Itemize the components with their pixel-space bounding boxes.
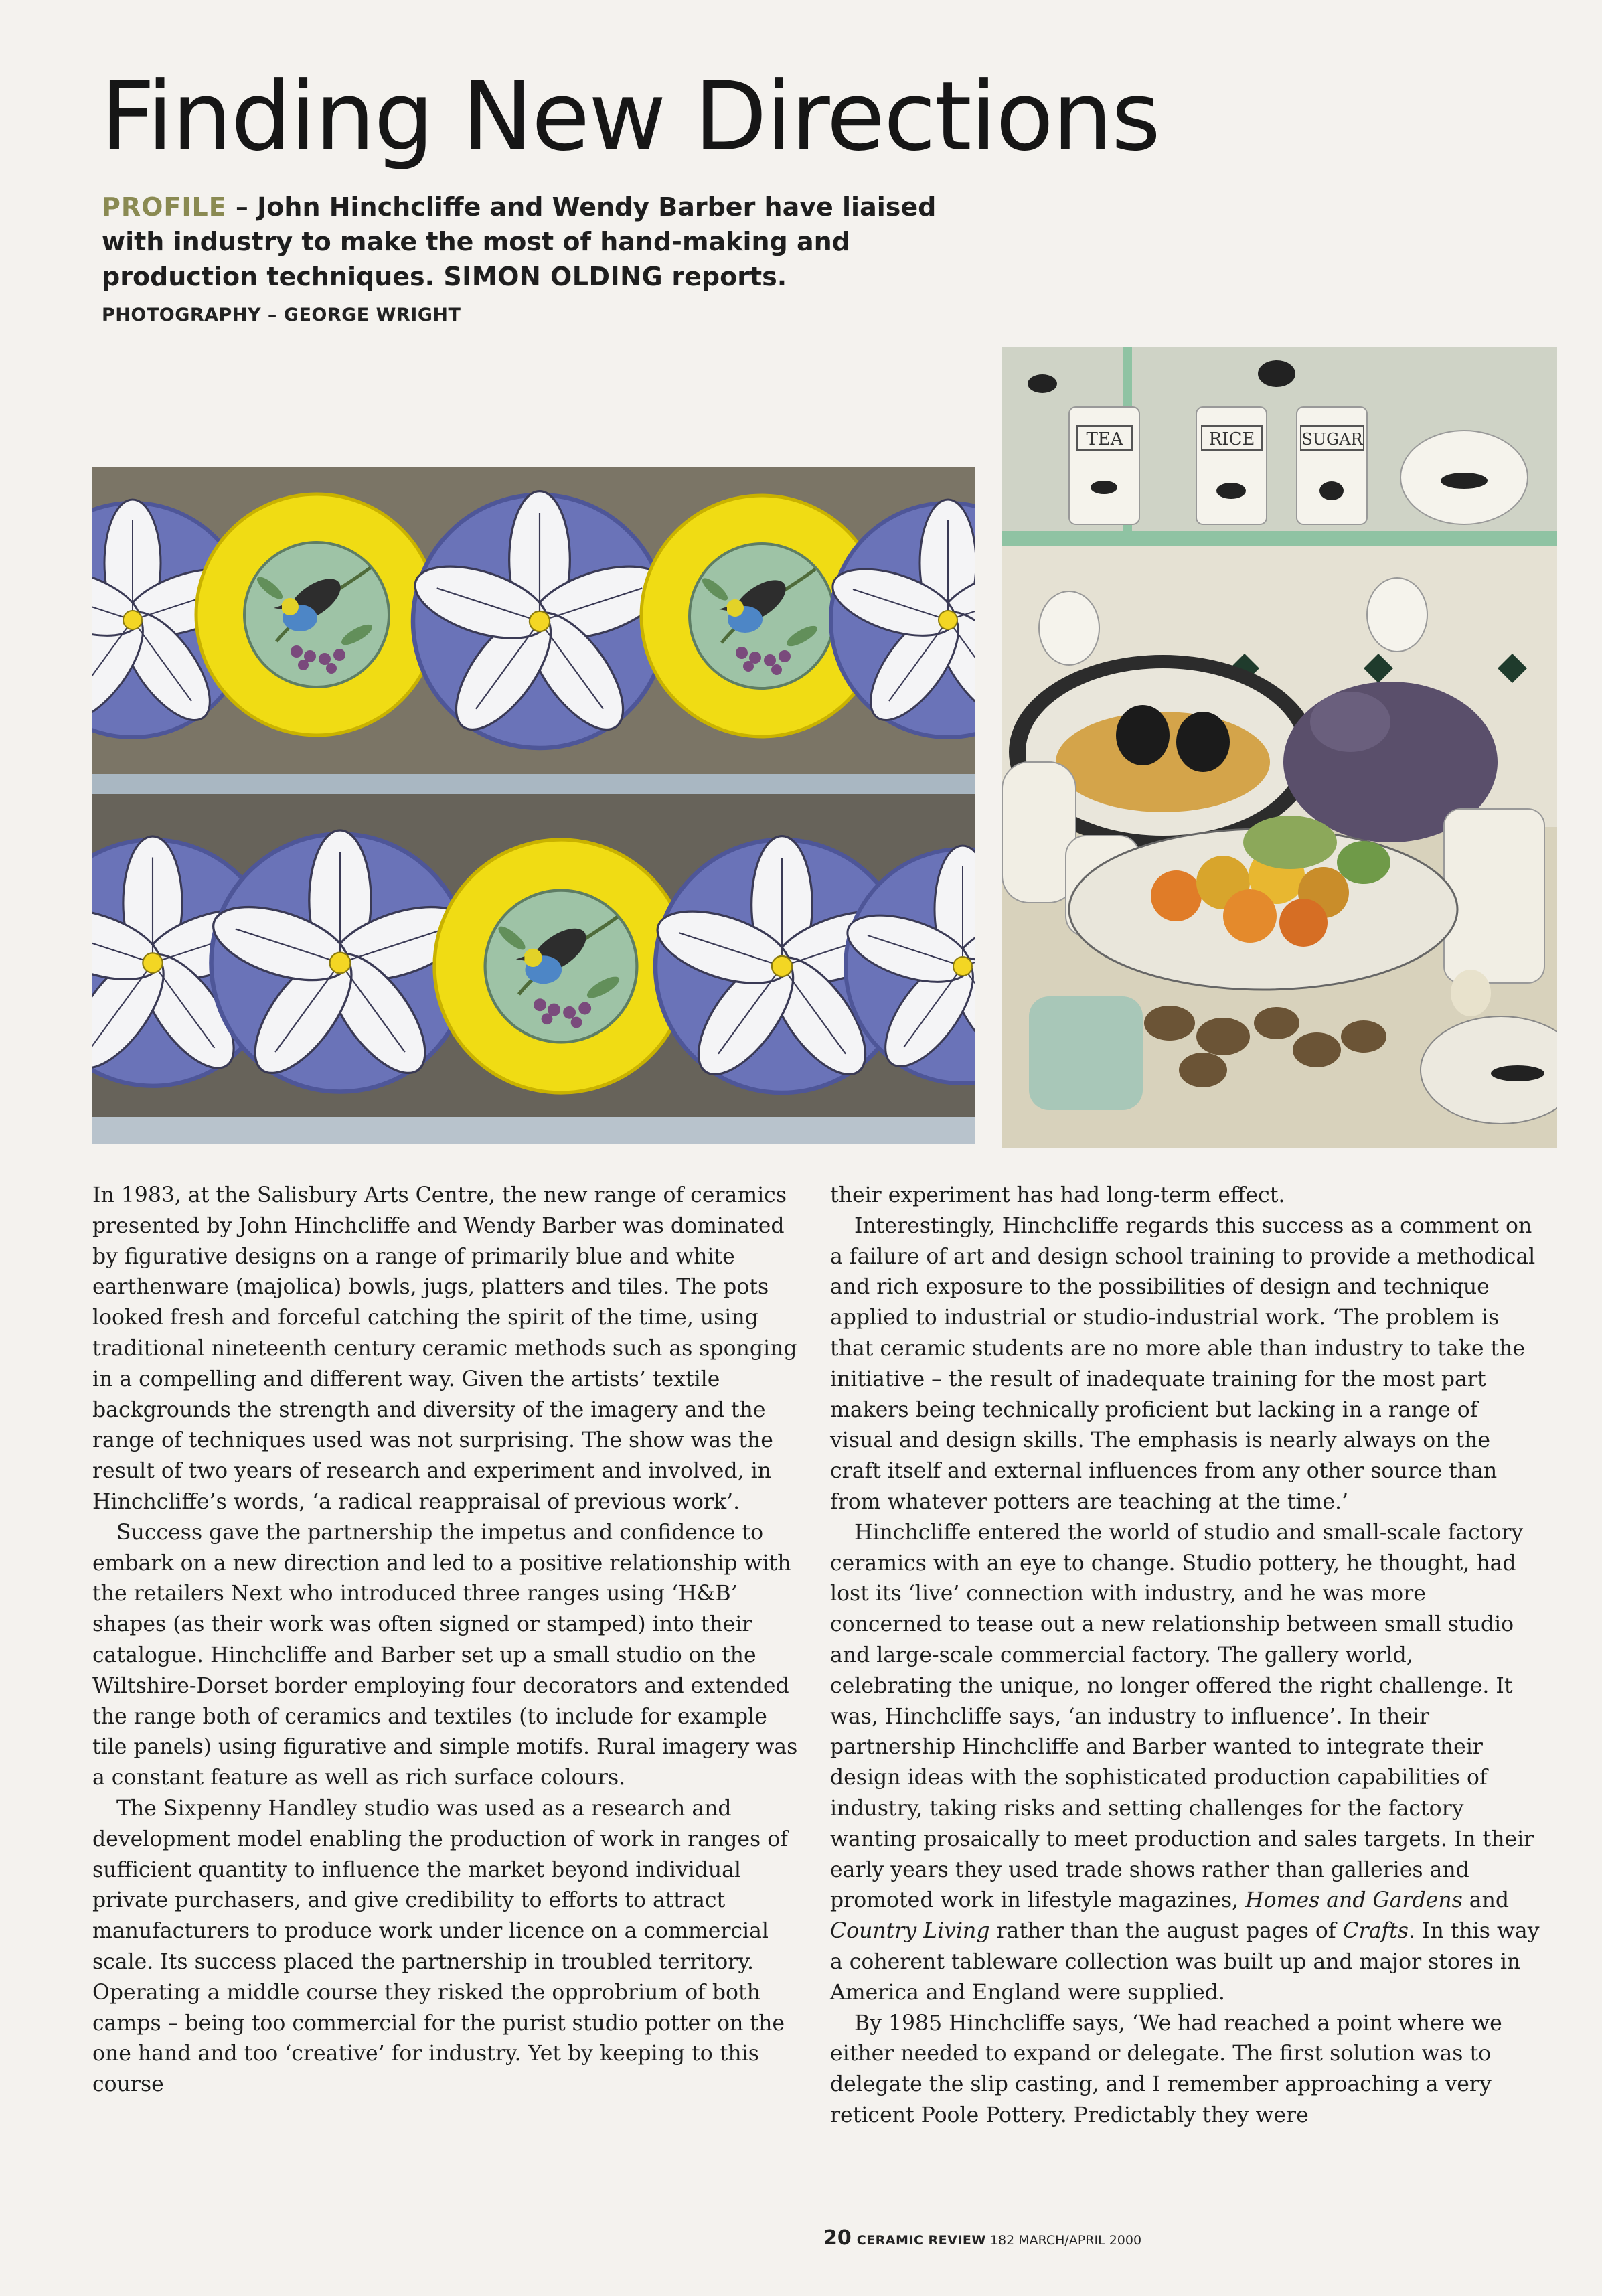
author-name: SIMON OLDING	[443, 262, 663, 291]
kitchen-photo	[1002, 347, 1557, 1148]
paragraph-text: and	[1462, 1888, 1510, 1913]
magazine-title: Homes and Gardens	[1245, 1888, 1463, 1913]
paragraph: In 1983, at the Salisbury Arts Centre, the new range of ceramics presented by John Hinchcliffe and Wendy Barber was dominated by figurative designs on a range of primarily blue and white earthenware (majolica) bowls, jugs, platters and tiles. The pots looked fresh and forceful catching the spirit of the time, using traditional nineteenth century ceramic methods such as sponging in a compelling and different way. Given the artists’ textile backgrounds the strength and diversity of the imagery and the range of techniques used was not surprising. The show was the result of two years of research and experiment and involved, in Hinchcliffe’s words, ‘a radical reappraisal of previous work’.	[92, 1183, 797, 1514]
article-title: Finding New Directions	[100, 62, 1159, 172]
paragraph: their experiment has had long-term effect.	[830, 1183, 1285, 1207]
standfirst-end: reports.	[663, 262, 787, 291]
paragraph-text: Hinchcliffe entered the world of studio and small-scale factory ceramics with an eye to change. Studio pottery, he thought, had lost its ‘live’ connection with industry, and he was more concerned to tease out a new relationship between small studio and large-scale commercial factory. The gallery world, celebrating the unique, no longer offered the right challenge. It was, Hinchcliffe says, ‘an industry to influence’. In their partnership Hinchcliffe and Barber wanted to integrate their design ideas with the sophisticated production capabilities of industry, taking risks and setting challenges for the factory wanting prosaically to meet production and sales targets. In their early years they used trade shows rather than galleries and promoted work in lifestyle magazines,	[830, 1520, 1534, 1913]
plates-photo	[92, 467, 975, 1144]
profile-tag: PROFILE	[102, 192, 227, 222]
jar-label-tea: TEA	[1086, 429, 1123, 449]
paragraph: The Sixpenny Handley studio was used as a research and development model enabling the production of work in ranges of sufficient quantity to influence the market beyond individual private purchasers, and give credibility to efforts to attract manufacturers to produce work under licence on a commercial scale. Its success placed the partnership in troubled territory. Operating a middle course they risked the opprobrium of both camps – being too commercial for the purist studio potter on the one hand and too ‘creative’ for industry. Yet by keeping to this course	[92, 1796, 788, 2097]
jar-label-rice: RICE	[1208, 429, 1255, 449]
paragraph: Success gave the partnership the impetus and confidence to embark on a new direction and led to a positive relationship with the retailers Next who introduced three ranges using ‘H&B’ shapes (as their work was often signed or stamped) into their catalogue. Hinchcliffe and Barber set up a small studio on the Wiltshire-Dorset border employing four decorators and extended the range both of ceramics and textiles (to include for example tile panels) using figurative and simple motifs. Rural imagery was a constant feature as well as rich surface colours.	[92, 1520, 798, 1790]
paragraph	[830, 1518, 1540, 2009]
magazine-name: CERAMIC REVIEW	[856, 2233, 986, 2248]
article-column-1	[92, 1180, 802, 2100]
page-number: 20	[823, 2226, 852, 2250]
paragraph-text: rather than the august pages of	[989, 1919, 1343, 1944]
article-column-2	[830, 1180, 1540, 2131]
magazine-title: Country Living	[830, 1919, 990, 1944]
jar-label-sugar: SUGAR	[1301, 430, 1363, 449]
paragraph-text: . In this way a coherent tableware collection was built up and major stores in America and England were supplied.	[830, 1919, 1540, 2005]
paragraph: Interestingly, Hinchcliffe regards this success as a comment on a failure of art and design school training to provide a methodical and rich exposure to the possibilities of design and technique applied to industrial or studio-industrial work. ‘The problem is that ceramic students are no more able than industry to take the initiative – the result of inadequate training for the most part makers being technically proficient but lacking in a range of visual and design skills. The emphasis is nearly always on the craft itself and external influences from any other source than from whatever potters are teaching at the time.’	[830, 1213, 1536, 1514]
issue-info: 182 MARCH/APRIL 2000	[989, 2233, 1142, 2248]
paragraph: By 1985 Hinchcliffe says, ‘We had reached a point where we either needed to expand or delegate. The first solution was to delegate the slip casting, and I remember approaching a very reticent Poole Pottery. Predictably they were	[830, 2011, 1502, 2127]
magazine-title: Crafts	[1342, 1919, 1409, 1944]
standfirst-text: – John Hinchcliffe and Wendy Barber have liaised with industry to make the most of hand-making and production techniques.	[102, 192, 937, 291]
standfirst	[102, 189, 939, 294]
photo-credit: PHOTOGRAPHY – GEORGE WRIGHT	[102, 305, 461, 325]
page-footer	[823, 2226, 1225, 2250]
